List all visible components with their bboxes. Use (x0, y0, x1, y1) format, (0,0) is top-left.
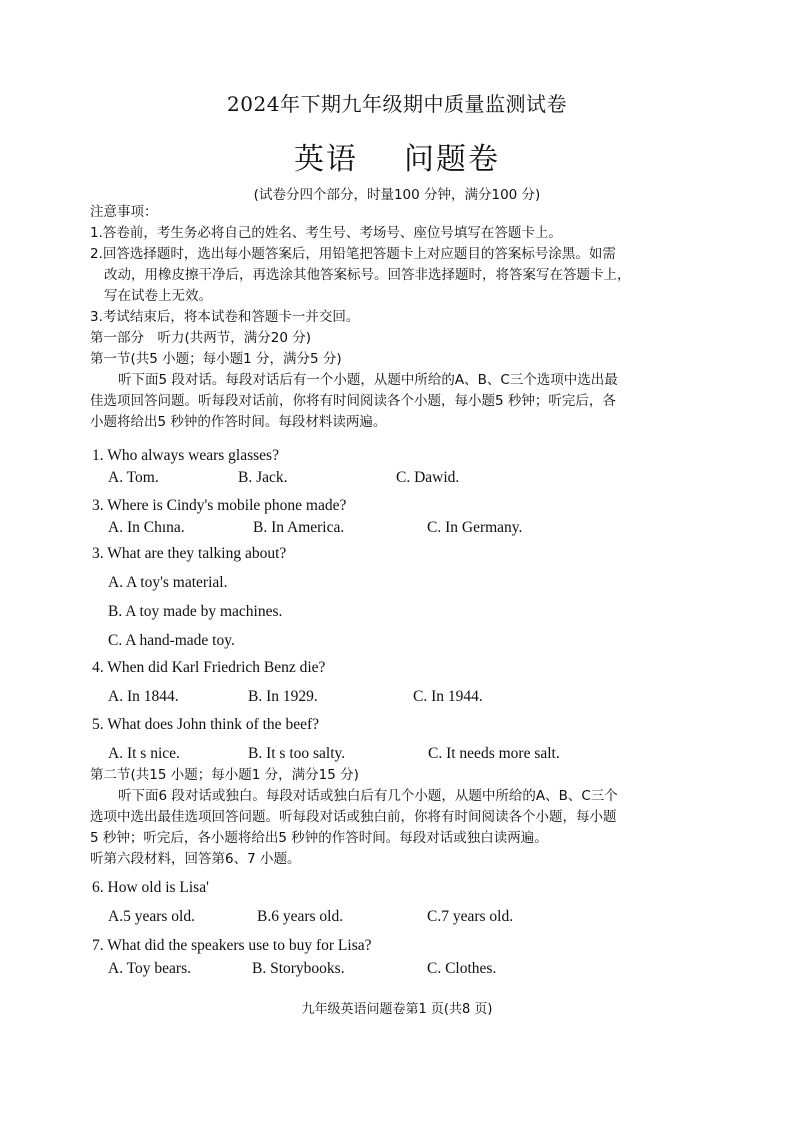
question-6: 6. How old is Lisa' (92, 879, 209, 896)
question-5: 5. What does John think of the beef? (92, 716, 319, 733)
option-c: C. In 1944. (413, 688, 483, 705)
section1-instructions: 听下面5 段对话。每段对话后有一个小题，从题中所给的A、B、C三个选项中选出最 (118, 372, 618, 388)
section2-instructions: 听下面6 段对话或独白。每段对话或独白后有几个小题，从题中所给的A、B、C三个 (118, 788, 618, 804)
page-footer: 九年级英语问题卷第1 页(共8 页) (301, 1002, 493, 1017)
option-c: C. A hand-made toy. (108, 632, 235, 649)
option-b: B. Storybooks. (252, 960, 345, 977)
question-4: 4. When did Karl Friedrich Benz die? (92, 659, 326, 676)
section1-instructions: 小题将给出5 秒钟的作答时间。每段材料读两遍。 (90, 414, 387, 430)
paper-type: 问题卷 (404, 142, 500, 177)
question-3: 3. What are they talking about? (92, 545, 287, 562)
section2-block (90, 765, 710, 870)
notes-heading: 注意事项： (90, 204, 158, 220)
section2-instructions: 选项中选出最佳选项回答问题。听每段对话或独白前，你将有时间阅读各个小题，每小题 (90, 809, 617, 825)
note-item: 写在试卷上无效。 (104, 288, 212, 304)
option-b: B. It s too salty. (248, 745, 346, 762)
material-note: 听第六段材料，回答第6、7 小题。 (90, 851, 301, 867)
question-7: 7. What did the speakers use to buy for Lisa? (92, 937, 372, 954)
part1-heading: 第一部分 听力(共两节，满分20 分) (90, 330, 312, 346)
option-a: A. Tom. (108, 469, 159, 486)
note-item: 改动，用橡皮擦干净后，再选涂其他答案标号。回答非选择题时，将答案写在答题卡上， (104, 267, 631, 283)
section1-instructions: 佳选项回答问题。听每段对话前，你将有时间阅读各个小题，每小题5 秒钟；听完后，各 (90, 393, 616, 409)
note-item: 1.答卷前，考生务必将自己的姓名、考生号、考场号、座位号填写在答题卡上。 (90, 225, 562, 241)
section1-heading: 第一节(共5 小题；每小题1 分，满分5 分) (90, 351, 342, 367)
option-b: B. In America. (253, 519, 345, 536)
option-a: A.5 years old. (108, 908, 195, 925)
note-item: 3.考试结束后，将本试卷和答题卡一并交回。 (90, 309, 360, 325)
option-a: A. A toy's material. (108, 574, 228, 591)
option-c: C.7 years old. (427, 908, 514, 925)
note-item: 2.回答选择题时，选出每小题答案后，用铅笔把答题卡上对应题目的答案标号涂黑。如需 (90, 246, 616, 262)
option-b: B. A toy made by machines. (108, 603, 283, 620)
option-a: A. Toy bears. (108, 960, 192, 977)
notes-block (90, 202, 710, 433)
exam-title: 2024年下期九年级期中质量监测试卷 (227, 92, 567, 116)
question-1: 1. Who always wears glasses? (92, 447, 279, 464)
option-a: A. In Chına. (108, 519, 185, 536)
option-a: A. It s nice. (108, 745, 180, 762)
subject-name: 英语 (294, 142, 358, 177)
option-b: B. In 1929. (248, 688, 318, 705)
option-c: C. It needs more salt. (428, 745, 560, 762)
section2-instructions: 5 秒钟；听完后，各小题将给出5 秒钟的作答时间。每段对话或独白读两遍。 (90, 830, 548, 846)
option-c: C. Clothes. (427, 960, 497, 977)
subject-title (0, 134, 794, 178)
section2-heading: 第二节(共15 小题；每小题1 分，满分15 分) (90, 767, 359, 783)
option-b: B. Jack. (238, 469, 288, 486)
option-c: C. In Germany. (427, 519, 523, 536)
exam-info: (试卷分四个部分，时量100 分钟，满分100 分) (253, 187, 541, 203)
option-b: B.6 years old. (257, 908, 344, 925)
question-2: 3. Where is Cindy's mobile phone made? (92, 497, 347, 514)
option-c: C. Dawid. (396, 469, 460, 486)
option-a: A. In 1844. (108, 688, 179, 705)
